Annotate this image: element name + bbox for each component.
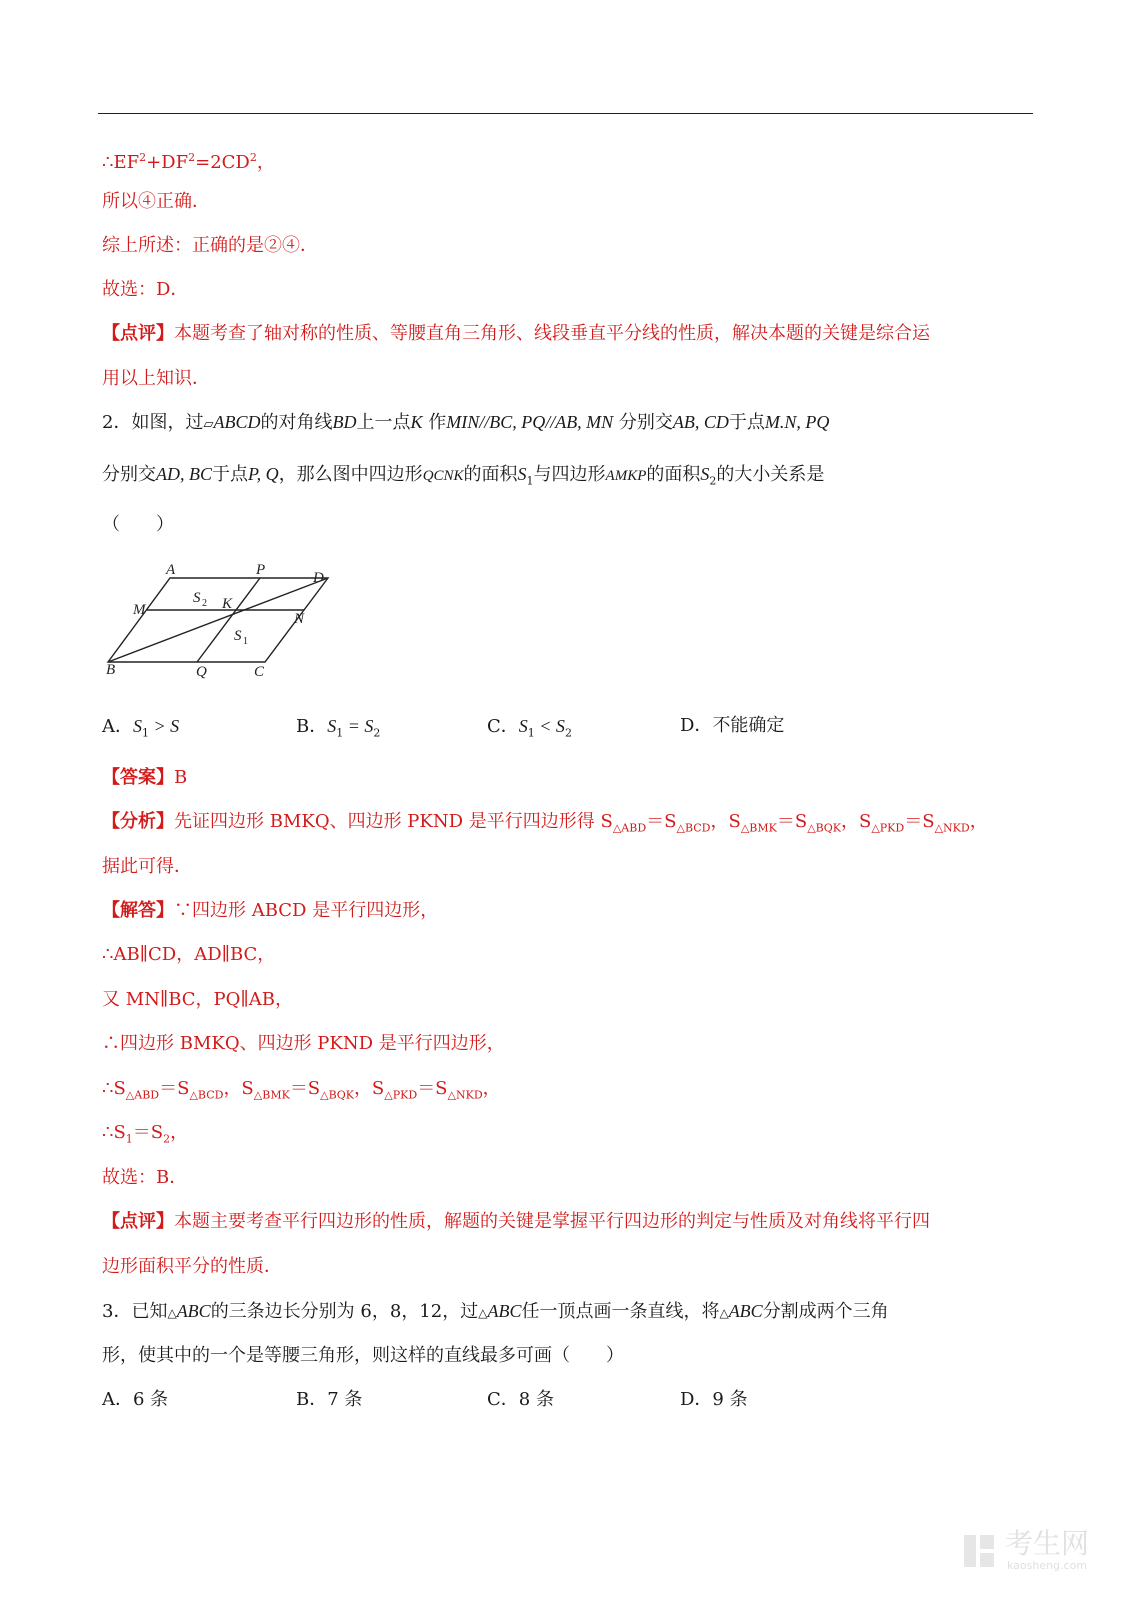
option-a[interactable]: A．$S_1 > S$ [102, 716, 180, 740]
analysis-line-2: 据此可得． [102, 856, 192, 877]
summary-line: 综上所述：正确的是②④． [102, 235, 318, 256]
analysis-line: 【分析】先证四边形 BMKQ、四边形 PKND 是平行四边形得 $S_{\triangle ABD}=S_{\triangle BCD}$，$S_{\triangle BMK}=S_{\triangle BQK}$，$S_{\triangle PKD}=S_{\triangle NKD}$， [102, 811, 988, 835]
segment-pq [197, 578, 260, 662]
q3-option-d[interactable]: D．9 条 [680, 1389, 748, 1410]
label-s2: S [193, 590, 201, 606]
watermark-cn: 考生网 [1004, 1527, 1089, 1560]
header-rule [98, 113, 1033, 114]
label-s1-sub: 1 [243, 636, 248, 647]
conclusion-line: 所以④正确． [102, 191, 210, 212]
review-line: 【点评】本题考查了轴对称的性质、等腰直角三角形、线段垂直平分线的性质，解决本题的关键是综合运 [102, 323, 930, 344]
answer-line: 【答案】B [102, 767, 188, 788]
solution-choice: 故选：B． [102, 1167, 188, 1188]
option-b[interactable]: B．$S_1 = S_2$ [296, 716, 381, 740]
solution-line: 【解答】∵四边形 ABCD 是平行四边形， [102, 900, 439, 921]
equation-line: $\therefore EF^2+DF^2=2CD^2$， [102, 151, 275, 173]
review-line-2: 用以上知识． [102, 368, 210, 389]
label-b: B [106, 662, 116, 678]
q3-option-b[interactable]: B．7 条 [296, 1389, 363, 1410]
solution-step-3: 又 MN∥BC，PQ∥AB， [102, 989, 293, 1010]
label-c: C [254, 664, 265, 680]
parallelogram-figure [100, 560, 340, 680]
label-s1: S [234, 628, 242, 644]
label-d: D [313, 570, 324, 586]
solution-step-4: ∴四边形 BMKQ、四边形 PKND 是平行四边形， [102, 1033, 505, 1054]
option-c[interactable]: C．$S_1 < S_2$ [487, 716, 572, 740]
label-p: P [256, 562, 266, 578]
label-q: Q [196, 664, 207, 680]
watermark-logo-icon [960, 1531, 1000, 1571]
solution-step-2: ∴AB∥CD，AD∥BC， [102, 944, 276, 965]
label-s2-sub: 2 [202, 598, 207, 609]
q3-stem-line2: 形，使其中的一个是等腰三角形，则这样的直线最多可画（ ） [102, 1345, 624, 1366]
q2-paren: （ ） [102, 514, 174, 535]
q3-option-c[interactable]: C．8 条 [487, 1389, 554, 1410]
review-line-q2: 【点评】本题主要考查平行四边形的性质，解题的关键是掌握平行四边形的判定与性质及对角线将平行四 [102, 1211, 930, 1232]
label-k: K [222, 596, 233, 612]
q3-stem-line1: 3．已知△ABC的三条边长分别为 6，8，12，过△ABC任一顶点画一条直线，将△ABC分割成两个三角 [102, 1301, 889, 1322]
watermark-url: kaosheng.com [1006, 1559, 1088, 1572]
q2-stem-line2: 分别交AD, BC于点P, Q，那么图中四边形QCNK的面积$S_1$与四边形AMKP的面积$S_2$的大小关系是 [102, 464, 825, 488]
solution-step-6: $\therefore S_1=S_2$， [102, 1122, 189, 1146]
choice-line: 故选：D． [102, 279, 189, 300]
watermark [960, 1529, 1089, 1572]
q2-stem-line1: 2．如图，过▱ABCD的对角线BD上一点K 作MIN//BC, PQ//AB, MN 分别交AB, CD于点M.N, PQ [102, 412, 830, 433]
label-m: M [133, 602, 146, 618]
label-a: A [166, 562, 176, 578]
label-n: N [294, 611, 305, 627]
review-line-q2-2: 边形面积平分的性质． [102, 1256, 282, 1277]
solution-step-5: $\therefore S_{\triangle ABD}=S_{\triangle BCD}$，$S_{\triangle BMK}=S_{\triangle BQK}$，$S_{\triangle PKD}=S_{\triangle NKD}$， [102, 1078, 501, 1102]
option-d[interactable]: D．不能确定 [680, 715, 785, 736]
q3-option-a[interactable]: A．6 条 [102, 1389, 169, 1410]
